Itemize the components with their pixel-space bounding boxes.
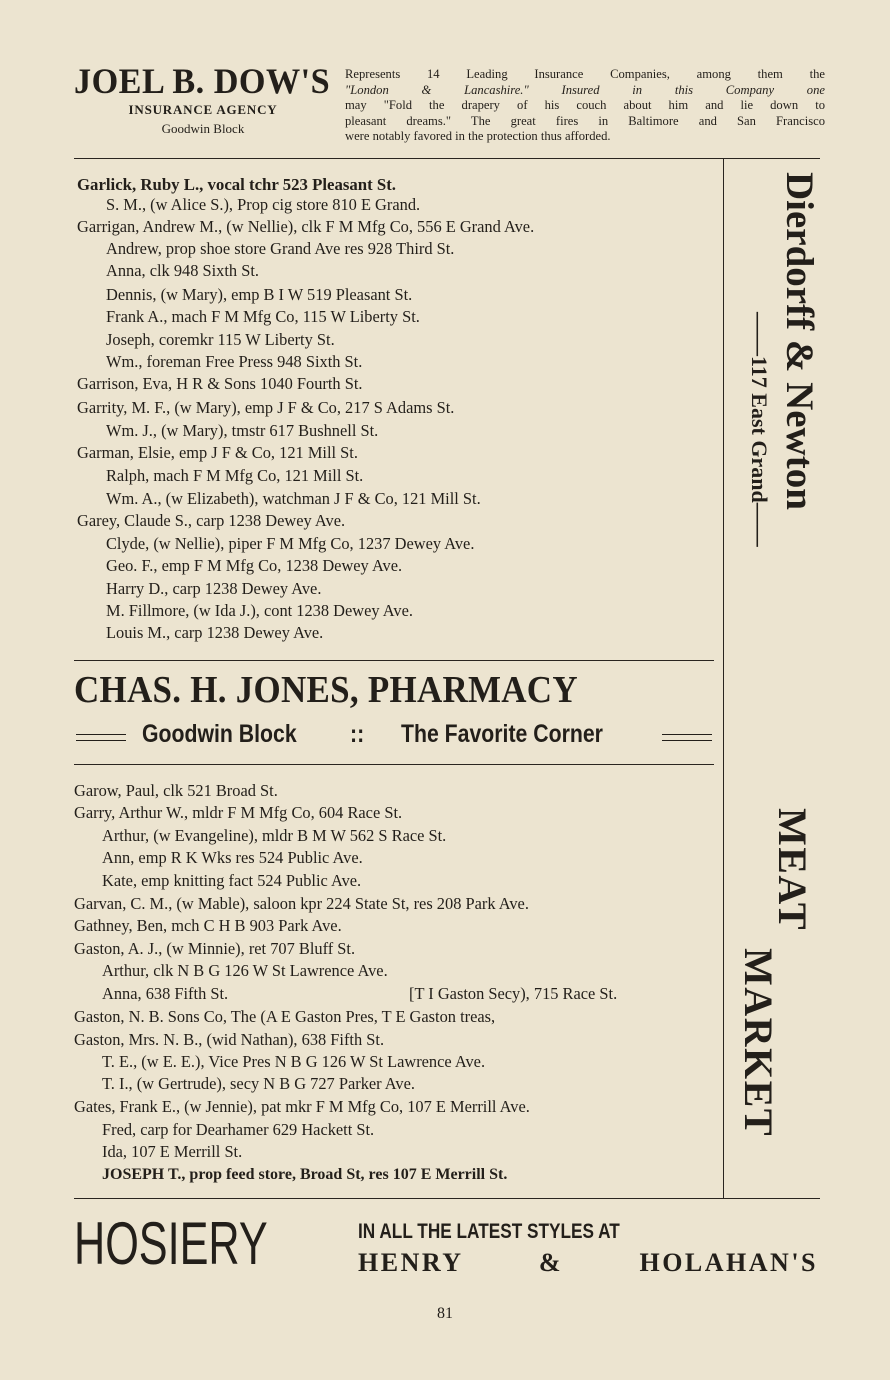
directory-entry: Garrigan, Andrew M., (w Nellie), clk F M Mfg Co, 556 E Grand Ave. [77, 217, 535, 236]
meat-market-line2: MARKET [736, 948, 781, 1137]
insurance-ad-line: Represents 14 Leading Insurance Companies, among them the [345, 67, 825, 81]
directory-entry: Clyde, (w Nellie), piper F M Mfg Co, 1237 Dewey Ave. [106, 534, 475, 553]
meat-market-name: Dierdorff & Newton [778, 172, 821, 510]
directory-entry: Gaston, A. J., (w Minnie), ret 707 Bluff St. [74, 939, 356, 958]
directory-entry: M. Fillmore, (w Ida J.), cont 1238 Dewey Ave. [106, 601, 413, 620]
double-rule-left [76, 734, 126, 741]
directory-entry: Frank A., mach F M Mfg Co, 115 W Liberty St. [106, 307, 420, 326]
directory-entry: Wm., foreman Free Press 948 Sixth St. [106, 352, 363, 371]
directory-entry: Wm. J., (w Mary), tmstr 617 Bushnell St. [106, 421, 379, 440]
directory-entry: Harry D., carp 1238 Dewey Ave. [106, 579, 322, 598]
insurance-ad-line: were notably favored in the protection thus afforded. [345, 129, 611, 143]
top-rule [74, 158, 820, 159]
hosiery-ad-line2: HENRY & HOLAHAN'S [358, 1248, 818, 1277]
directory-entry: Garman, Elsie, emp J F & Co, 121 Mill St. [77, 443, 358, 462]
directory-entry: Dennis, (w Mary), emp B I W 519 Pleasant St. [106, 285, 413, 304]
meat-market-address: ——117 East Grand—— [747, 312, 772, 547]
pharmacy-ad-subtitle [74, 720, 714, 754]
insurance-agency-subtitle: INSURANCE AGENCY [128, 102, 278, 117]
insurance-ad-line: "London & Lancashire." Insured in this Company one [345, 82, 825, 97]
pharmacy-ad-left-text: Goodwin Block [142, 720, 297, 748]
pharmacy-ad-right-text: The Favorite Corner [401, 720, 603, 748]
directory-entry: Gaston, Mrs. N. B., (wid Nathan), 638 Fifth St. [74, 1030, 385, 1049]
directory-entry: Wm. A., (w Elizabeth), watchman J F & Co, 121 Mill St. [106, 489, 481, 508]
insurance-agency-location: Goodwin Block [161, 121, 245, 136]
directory-entry: T. I., (w Gertrude), secy N B G 727 Parker Ave. [102, 1074, 415, 1093]
directory-entry: Garvan, C. M., (w Mable), saloon kpr 224 State St, res 208 Park Ave. [74, 894, 529, 913]
hosiery-ad-line1: IN ALL THE LATEST STYLES AT [358, 1220, 620, 1243]
insurance-ad-text [345, 67, 825, 145]
pharmacy-ad-separator: :: [350, 720, 365, 748]
directory-entry: JOSEPH T., prop feed store, Broad St, res 107 E Merrill St. [102, 1166, 508, 1183]
directory-entry: T. E., (w E. E.), Vice Pres N B G 126 W St Lawrence Ave. [102, 1052, 486, 1071]
pharmacy-ad-title [74, 668, 714, 712]
column-divider [723, 158, 724, 1198]
page-number: 81 [437, 1305, 453, 1322]
directory-entry: Andrew, prop shoe store Grand Ave res 928 Third St. [106, 239, 455, 258]
hosiery-ad-headline: HOSIERY [74, 1210, 268, 1277]
directory-entry: Louis M., carp 1238 Dewey Ave. [106, 623, 324, 642]
directory-entry: Joseph, coremkr 115 W Liberty St. [106, 330, 335, 349]
directory-entry: Garey, Claude S., carp 1238 Dewey Ave. [77, 511, 346, 530]
pharmacy-ad-top-rule [74, 660, 714, 661]
meat-market-line1: MEAT [770, 808, 815, 932]
directory-entry: Arthur, (w Evangeline), mldr B M W 562 S Race St. [102, 826, 447, 845]
insurance-agency-name: JOEL B. DOW'S [74, 61, 331, 101]
directory-entry: Garry, Arthur W., mldr F M Mfg Co, 604 Race St. [74, 803, 403, 822]
directory-entry: Ida, 107 E Merrill St. [102, 1142, 243, 1161]
pharmacy-ad-bottom-rule [74, 764, 714, 765]
double-rule-right [662, 734, 712, 741]
pharmacy-ad-title-text: CHAS. H. JONES, PHARMACY [74, 669, 578, 711]
insurance-ad-line: may "Fold the drapery of his couch about him and lie down to [345, 98, 825, 112]
directory-entry: Garlick, Ruby L., vocal tchr 523 Pleasant St. [77, 175, 396, 194]
directory-entry: Garrity, M. F., (w Mary), emp J F & Co, 217 S Adams St. [77, 398, 455, 417]
directory-entry: Gathney, Ben, mch C H B 903 Park Ave. [74, 916, 342, 935]
directory-entry: Ann, emp R K Wks res 524 Public Ave. [102, 848, 363, 867]
directory-entry: Arthur, clk N B G 126 W St Lawrence Ave. [102, 961, 388, 980]
directory-entry: Garow, Paul, clk 521 Broad St. [74, 781, 278, 800]
bottom-rule [74, 1198, 820, 1199]
directory-entry: S. M., (w Alice S.), Prop cig store 810 E Grand. [106, 195, 421, 214]
directory-entry: Anna, clk 948 Sixth St. [106, 261, 259, 280]
directory-entry: Garrison, Eva, H R & Sons 1040 Fourth St. [77, 374, 363, 393]
directory-entry: Kate, emp knitting fact 524 Public Ave. [102, 871, 362, 890]
directory-entry: Anna, 638 Fifth St. [102, 984, 229, 1003]
directory-entry: Gaston, N. B. Sons Co, The (A E Gaston Pres, T E Gaston treas, [74, 1007, 496, 1026]
directory-entry: Gates, Frank E., (w Jennie), pat mkr F M Mfg Co, 107 E Merrill Ave. [74, 1097, 530, 1116]
directory-entry-continuation: [T I Gaston Secy), 715 Race St. [409, 984, 618, 1003]
directory-entry: Fred, carp for Dearhamer 629 Hackett St. [102, 1120, 375, 1139]
insurance-ad-line: pleasant dreams." The great fires in Baltimore and San Francisco [345, 113, 825, 128]
directory-entry: Geo. F., emp F M Mfg Co, 1238 Dewey Ave. [106, 556, 403, 575]
directory-entry: Ralph, mach F M Mfg Co, 121 Mill St. [106, 466, 364, 485]
